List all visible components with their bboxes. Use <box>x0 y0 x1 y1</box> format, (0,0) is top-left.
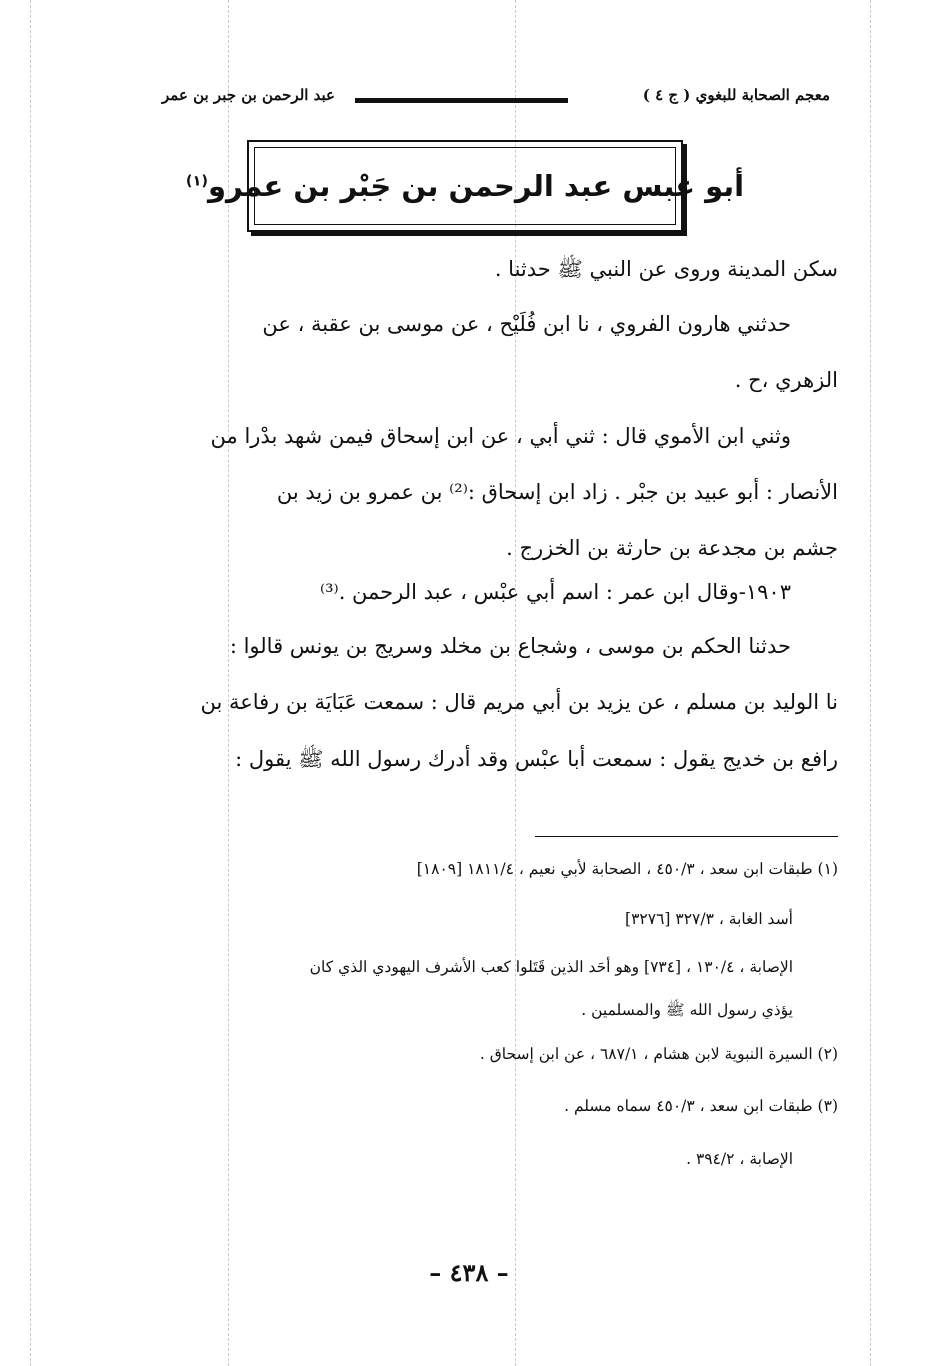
page-number: – ٤٣٨ – <box>429 1258 509 1287</box>
header-entry-name: عبد الرحمن بن جبر بن عمر <box>162 86 335 104</box>
body-line: ١٩٠٣-وقال ابن عمر : اسم أبي عبْس ، عبد الرحمن .⁽³⁾ <box>319 580 791 604</box>
footnote-line: (١) طبقات ابن سعد ، ٤٥٠/٣ ، الصحابة لأبي نعيم ، ١٨١١/٤ [١٨٠٩] <box>416 860 838 878</box>
body-line: رافع بن خديج يقول : سمعت أبا عبْس وقد أدرك رسول الله ﷺ يقول : <box>235 747 838 771</box>
footnote-line: أسد الغابة ، ٣٢٧/٣ [٣٢٧٦] <box>625 910 793 928</box>
entry-title: أبو عبس عبد الرحمن بن جَبْر بن عمرو$^{(١)}$ <box>185 169 745 203</box>
footnote-line: يؤذي رسول الله ﷺ والمسلمين . <box>581 1001 793 1019</box>
title-footnote-mark: (١) <box>185 173 209 190</box>
entry-title-frame <box>185 140 745 232</box>
header-rule <box>355 98 568 103</box>
scan-guide-line <box>228 0 229 1366</box>
footnote-line: (٣) طبقات ابن سعد ، ٤٥٠/٣ سماه مسلم . <box>564 1097 838 1115</box>
body-line: الزهري ،ح . <box>734 368 838 392</box>
footnote-line: (٢) السيرة النبوية لابن هشام ، ٦٨٧/١ ، عن ابن إسحاق . <box>479 1045 838 1063</box>
footnote-line: الإصابة ، ٣٩٤/٢ . <box>686 1150 793 1168</box>
body-line: وثني ابن الأموي قال : ثني أبي ، عن ابن إسحاق فيمن شهد بدْرا من <box>210 424 791 448</box>
scan-guide-line <box>30 0 31 1366</box>
header-book-title: معجم الصحابة للبغوي ( ج ٤ ) <box>642 86 830 104</box>
body-line: حدثنا الحكم بن موسى ، وشجاع بن مخلد وسريج بن يونس قالوا : <box>229 634 791 658</box>
scan-guide-line <box>870 0 871 1366</box>
body-line: الأنصار : أبو عبيد بن جبْر . زاد ابن إسحاق :⁽²⁾ بن عمرو بن زيد بن <box>276 480 838 504</box>
body-line: حدثني هارون الفروي ، نا ابن فُلَيْح ، عن موسى بن عقبة ، عن <box>262 312 791 336</box>
running-header <box>150 86 830 116</box>
body-line: سكن المدينة وروى عن النبي ﷺ حدثنا . <box>494 257 838 281</box>
footnote-line: الإصابة ، ١٣٠/٤ ، [٧٣٤] وهو أحَد الذين قَتَلوا كعب الأشرف اليهودي الذي كان <box>309 958 793 976</box>
body-line: جشم بن مجدعة بن حارثة بن الخزرج . <box>506 536 838 560</box>
footnote-separator <box>535 836 838 837</box>
body-line: نا الوليد بن مسلم ، عن يزيد بن أبي مريم قال : سمعت عَبَايَة بن رفاعة بن <box>200 690 838 714</box>
